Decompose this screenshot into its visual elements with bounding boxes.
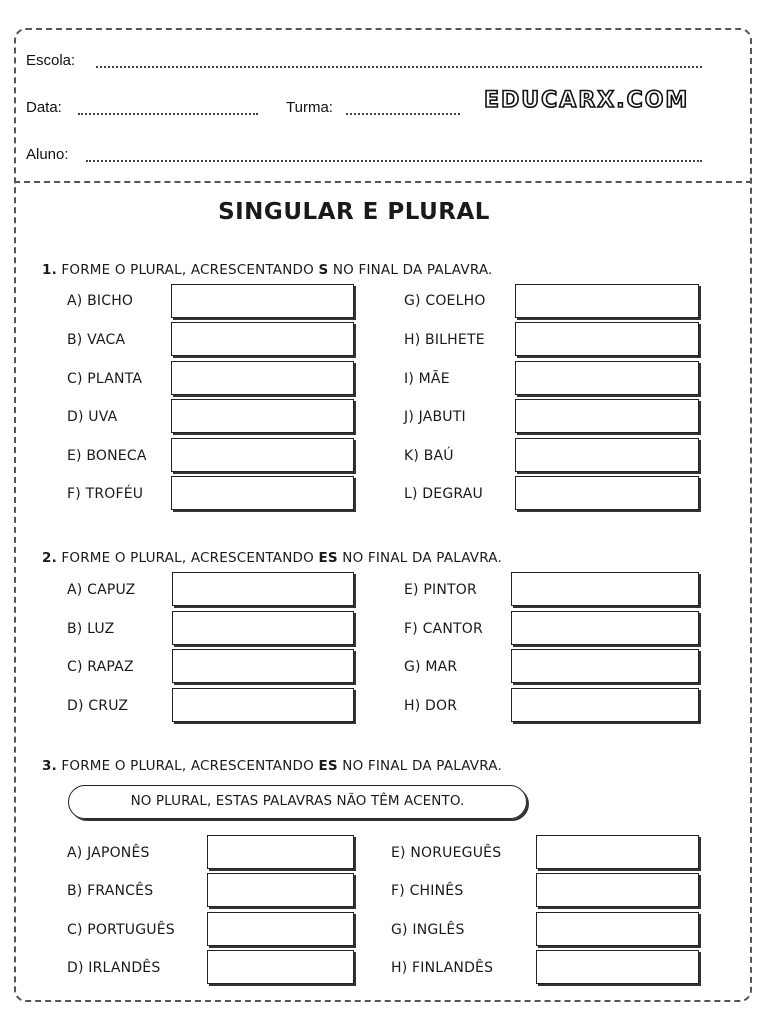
site-logo: EDUCARX.COM — [484, 88, 690, 113]
question-prefix: FORME O PLURAL, ACRESCENTANDO — [61, 758, 314, 774]
answer-box[interactable] — [515, 438, 699, 472]
answer-box[interactable] — [511, 649, 699, 683]
question-suffix: ES — [318, 758, 338, 774]
question-suffix: S — [318, 262, 329, 278]
question-3-title — [42, 757, 502, 775]
answer-box[interactable] — [515, 399, 699, 433]
item-label: E) NORUEGUÊS — [391, 845, 502, 861]
item-label: K) BAÚ — [404, 448, 454, 464]
answer-box[interactable] — [171, 284, 354, 318]
question-prefix: FORME O PLURAL, ACRESCENTANDO — [61, 262, 314, 278]
item-label: I) MÃE — [404, 371, 450, 387]
item-label: B) LUZ — [67, 621, 115, 637]
item-label: G) MAR — [404, 659, 458, 675]
answer-box[interactable] — [207, 873, 354, 907]
answer-box[interactable] — [171, 476, 354, 510]
item-label: E) PINTOR — [404, 582, 477, 598]
data-field[interactable] — [78, 113, 258, 115]
answer-box[interactable] — [511, 611, 699, 645]
item-label: H) DOR — [404, 698, 458, 714]
answer-box[interactable] — [515, 476, 699, 510]
item-label: L) DEGRAU — [404, 486, 483, 502]
answer-box[interactable] — [172, 649, 354, 683]
question-number: 3. — [42, 758, 57, 774]
answer-box[interactable] — [207, 950, 354, 984]
answer-box[interactable] — [536, 873, 699, 907]
page-title: SINGULAR E PLURAL — [218, 199, 490, 225]
escola-field[interactable] — [96, 66, 702, 68]
item-label: H) BILHETE — [404, 332, 485, 348]
answer-box[interactable] — [515, 284, 699, 318]
answer-box[interactable] — [511, 572, 699, 606]
item-label: D) UVA — [67, 409, 118, 425]
item-label: G) COELHO — [404, 293, 486, 309]
question-prefix: FORME O PLURAL, ACRESCENTANDO — [61, 550, 314, 566]
answer-box[interactable] — [172, 611, 354, 645]
question-end: NO FINAL DA PALAVRA. — [342, 550, 502, 566]
aluno-field[interactable] — [86, 160, 702, 162]
answer-box[interactable] — [171, 322, 354, 356]
answer-box[interactable] — [207, 835, 354, 869]
aluno-label: Aluno: — [26, 146, 69, 163]
answer-box[interactable] — [515, 322, 699, 356]
question-number: 1. — [42, 262, 57, 278]
item-label: F) CANTOR — [404, 621, 483, 637]
question-end: NO FINAL DA PALAVRA. — [342, 758, 502, 774]
question-end: NO FINAL DA PALAVRA. — [332, 262, 493, 278]
question-number: 2. — [42, 550, 57, 566]
item-label: B) FRANCÊS — [67, 883, 154, 899]
item-label: A) CAPUZ — [67, 582, 136, 598]
accent-note: NO PLURAL, ESTAS PALAVRAS NÃO TÊM ACENTO. — [68, 785, 527, 819]
turma-label: Turma: — [286, 99, 333, 116]
question-2-title — [42, 549, 502, 567]
turma-field[interactable] — [346, 113, 460, 115]
item-label: H) FINLANDÊS — [391, 960, 494, 976]
answer-box[interactable] — [536, 912, 699, 946]
item-label: F) CHINÊS — [391, 883, 464, 899]
header-divider — [14, 181, 752, 183]
item-label: B) VACA — [67, 332, 126, 348]
answer-box[interactable] — [511, 688, 699, 722]
item-label: A) BICHO — [67, 293, 134, 309]
item-label: J) JABUTI — [404, 409, 466, 425]
item-label: D) IRLANDÊS — [67, 960, 161, 976]
answer-box[interactable] — [172, 572, 354, 606]
answer-box[interactable] — [515, 361, 699, 395]
item-label: G) INGLÊS — [391, 922, 465, 938]
item-label: C) PLANTA — [67, 371, 143, 387]
data-label: Data: — [26, 99, 62, 116]
answer-box[interactable] — [536, 950, 699, 984]
answer-box[interactable] — [171, 399, 354, 433]
item-label: C) PORTUGUÊS — [67, 922, 175, 938]
answer-box[interactable] — [536, 835, 699, 869]
escola-label: Escola: — [26, 52, 76, 69]
item-label: F) TROFÉU — [67, 486, 144, 502]
answer-box[interactable] — [171, 361, 354, 395]
item-label: C) RAPAZ — [67, 659, 134, 675]
answer-box[interactable] — [171, 438, 354, 472]
answer-box[interactable] — [172, 688, 354, 722]
item-label: D) CRUZ — [67, 698, 129, 714]
question-suffix: ES — [318, 550, 338, 566]
item-label: A) JAPONÊS — [67, 845, 150, 861]
item-label: E) BONECA — [67, 448, 147, 464]
answer-box[interactable] — [207, 912, 354, 946]
question-1-title — [42, 261, 493, 279]
